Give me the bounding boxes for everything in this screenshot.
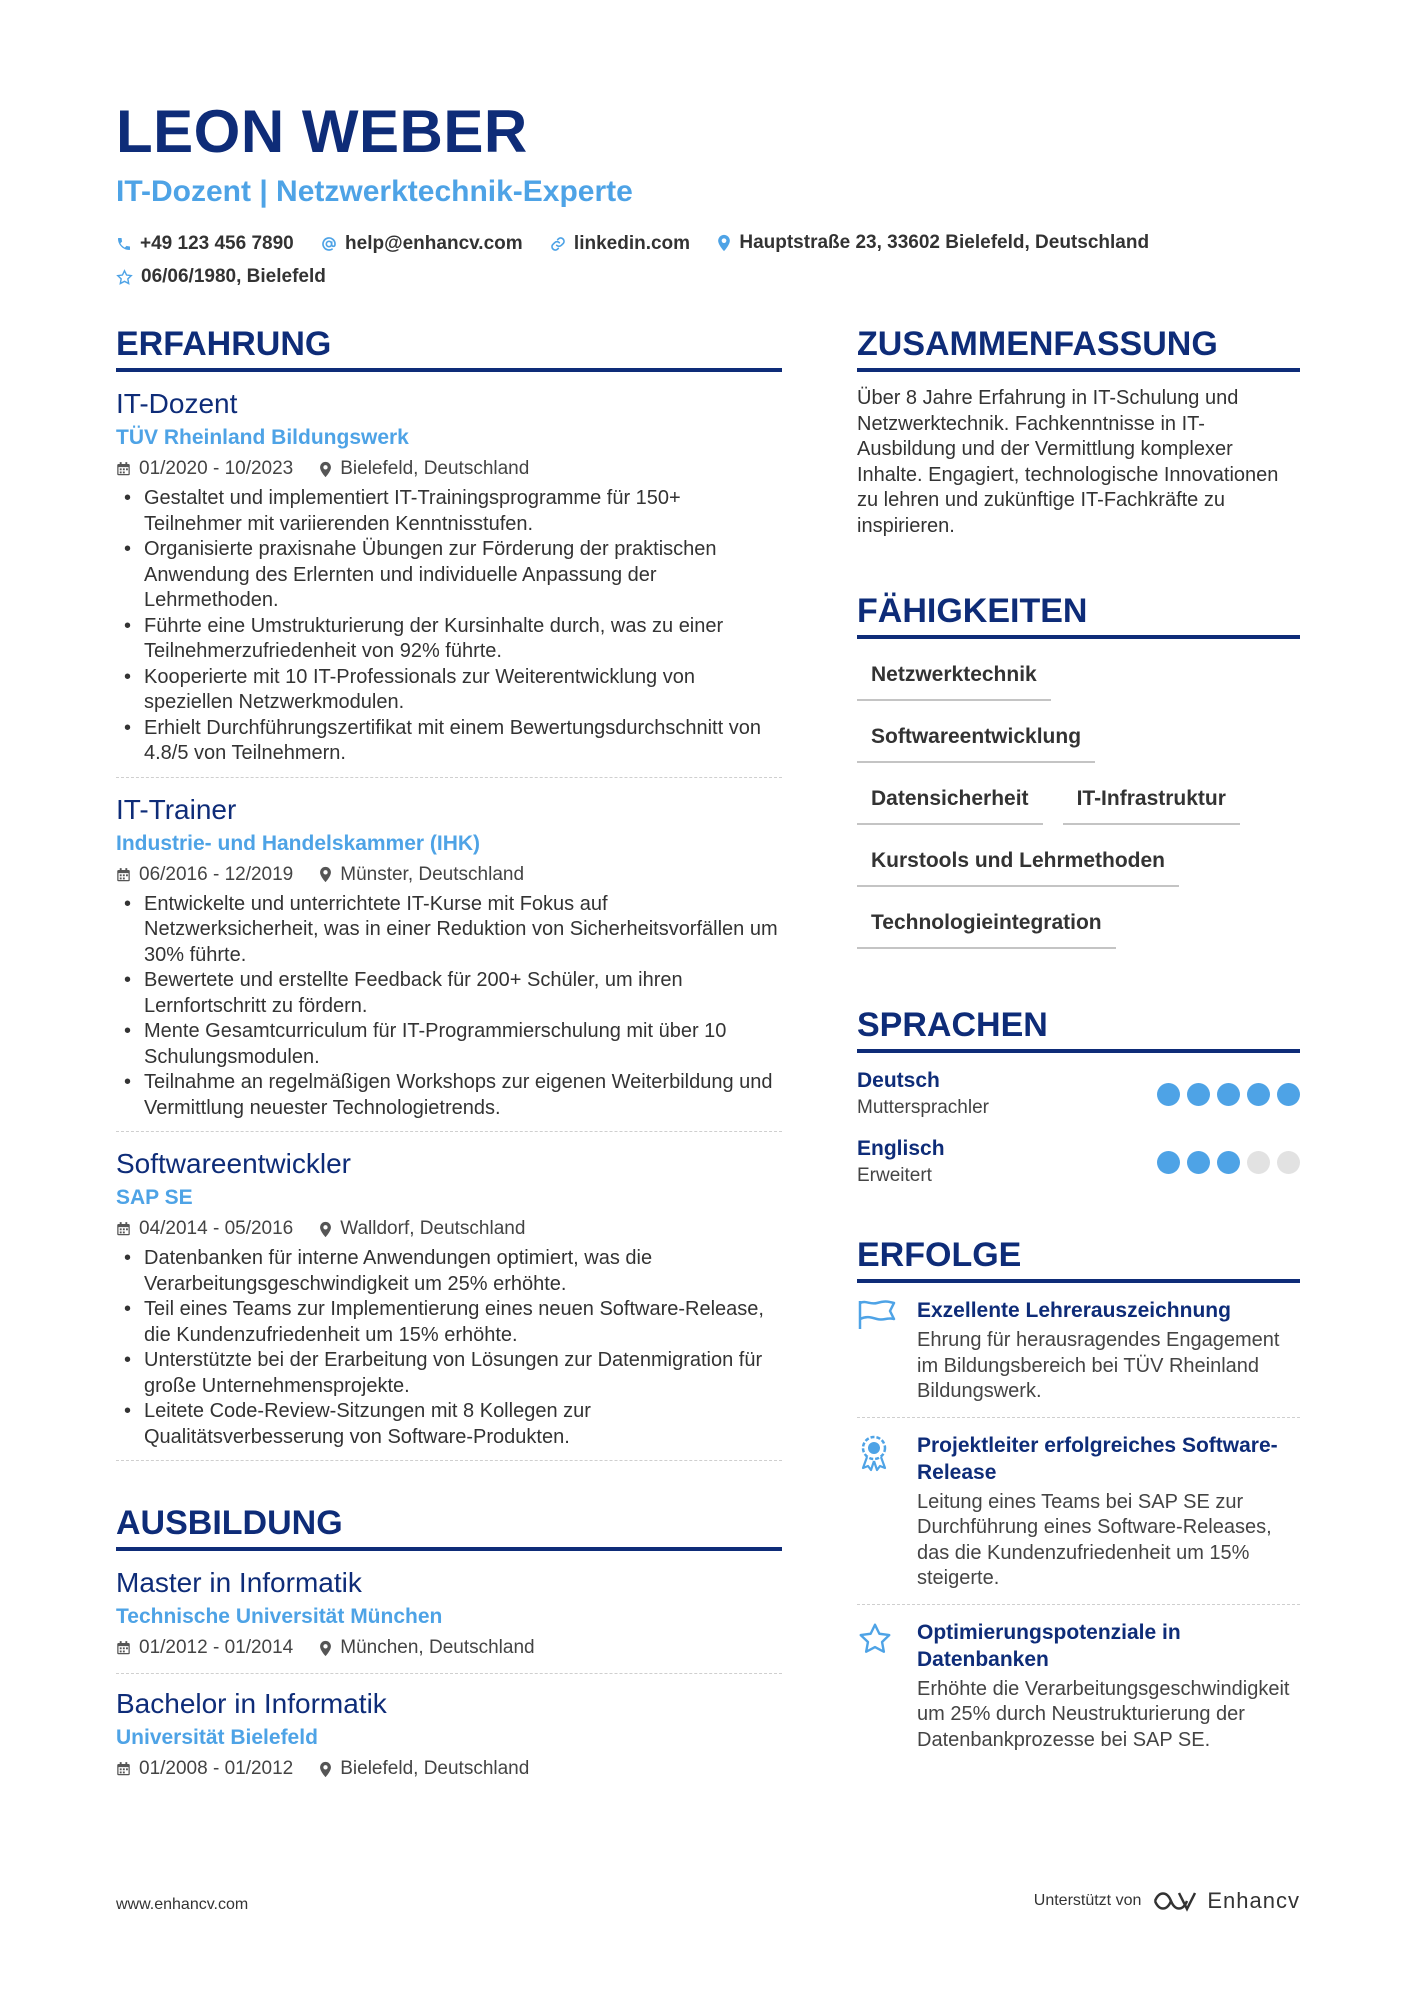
- job-dates: 06/2016 - 12/2019: [139, 863, 294, 885]
- language-name: Englisch: [857, 1137, 945, 1160]
- location-icon: [319, 1221, 332, 1238]
- calendar-icon: [116, 1221, 131, 1237]
- job-bullet: • Führte eine Umstrukturierung der Kursinhalte durch, was zu einer Teilnehmerzufriedenheit von 92% führte.: [116, 614, 782, 665]
- job-bullets: [116, 1246, 782, 1450]
- experience-section-title: ERFAHRUNG: [116, 322, 782, 372]
- rating-dot: [1157, 1151, 1180, 1174]
- job-bullet: • Gestaltet und implementiert IT-Trainingsprogramme für 150+ Teilnehmer mit variierenden Kenntnisstufen.: [116, 486, 782, 537]
- contact-bar: [116, 228, 1296, 296]
- job-bullet: • Entwickelte und unterrichtete IT-Kurse mit Fokus auf Netzwerksicherheit, was in einer Reduktion von Sicherheitsvorfällen um 30% führte.: [116, 892, 782, 969]
- language-item: [857, 1067, 1300, 1121]
- job-title: IT-Dozent: [116, 388, 238, 419]
- job-meta: [116, 860, 782, 890]
- footer-branding: [1034, 1888, 1300, 1914]
- job-title: IT-Trainer: [116, 793, 237, 825]
- calendar-icon: [116, 461, 131, 477]
- location-icon: [717, 234, 731, 252]
- education-degree: Master in Informatik: [116, 1567, 362, 1598]
- job-entry: [116, 386, 782, 778]
- languages-list: [857, 1067, 1300, 1189]
- contact-email-text: help@enhancv.com: [345, 233, 523, 254]
- job-bullet: • Kooperierte mit 10 IT-Professionals zur Weiterentwicklung von speziellen Netzwerkmodulen.: [116, 665, 782, 716]
- job-location: Bielefeld, Deutschland: [340, 458, 530, 479]
- contact-birth: [116, 262, 326, 292]
- rating-dot: [1277, 1083, 1300, 1106]
- rating-dot: [1217, 1083, 1240, 1106]
- location-icon: [319, 866, 332, 883]
- achievement-title: Exzellente Lehrerauszeichnung: [917, 1299, 1231, 1322]
- job-location: Münster, Deutschland: [340, 863, 525, 885]
- rating-dot: [1247, 1083, 1270, 1106]
- job-bullet: • Datenbanken für interne Anwendungen optimiert, was die Verarbeitungsgeschwindigkeit um 25% erhöhte.: [116, 1246, 782, 1297]
- job-company: SAP SE: [116, 1186, 193, 1209]
- skills-list: [857, 653, 1300, 963]
- rating-dot: [1277, 1151, 1300, 1174]
- contact-phone-text: +49 123 456 7890: [140, 233, 294, 254]
- footer-brand: Enhancv: [1207, 1888, 1300, 1913]
- flag-icon: [857, 1299, 897, 1331]
- contact-phone[interactable]: [116, 229, 294, 259]
- achievement-desc: Ehrung für herausragendes Engagement im Bildungsbereich bei TÜV Rheinland Bildungswerk.: [917, 1329, 1280, 1402]
- skill-tag: Netzwerktechnik: [857, 653, 1051, 701]
- languages-section-title: SPRACHEN: [857, 1003, 1300, 1053]
- star-icon: [116, 269, 133, 286]
- job-bullet: • Teilnahme an regelmäßigen Workshops zur eigenen Weiterbildung und Vermittlung neuester Technologietrends.: [116, 1070, 782, 1121]
- link-icon: [550, 236, 566, 252]
- education-location: Bielefeld, Deutschland: [340, 1758, 530, 1779]
- achievement-item: [857, 1619, 1300, 1766]
- education-meta: [116, 1754, 782, 1784]
- candidate-subtitle: IT-Dozent | Netzwerktechnik-Experte: [116, 175, 633, 208]
- rating-dot: [1187, 1151, 1210, 1174]
- award-icon: [857, 1434, 891, 1472]
- skill-tag: Technologieintegration: [857, 901, 1116, 949]
- contact-address: [717, 228, 1149, 258]
- location-icon: [319, 1640, 332, 1657]
- education-school: Universität Bielefeld: [116, 1726, 318, 1749]
- phone-icon: [116, 236, 132, 252]
- job-title: Softwareentwickler: [116, 1148, 351, 1179]
- job-entry: [116, 1146, 782, 1461]
- rating-dot: [1157, 1083, 1180, 1106]
- achievement-item: [857, 1432, 1300, 1605]
- footer-powered-by: Unterstützt von: [1033, 1892, 1142, 1909]
- job-location: Walldorf, Deutschland: [340, 1218, 526, 1239]
- job-meta: [116, 454, 782, 484]
- at-icon: [321, 236, 337, 252]
- language-name: Deutsch: [857, 1069, 940, 1092]
- skills-section-title: FÄHIGKEITEN: [857, 589, 1300, 639]
- achievements-section-title: ERFOLGE: [857, 1233, 1300, 1283]
- job-company: TÜV Rheinland Bildungswerk: [116, 426, 409, 449]
- education-dates: 01/2012 - 01/2014: [139, 1637, 294, 1658]
- achievement-desc: Leitung eines Teams bei SAP SE zur Durchführung eines Software-Releases, das die Kundenzufriedenheit um 15% steigerte.: [917, 1490, 1272, 1589]
- job-entry: [116, 792, 782, 1133]
- calendar-icon: [116, 1640, 131, 1656]
- calendar-icon: [116, 1761, 131, 1777]
- language-rating: [1150, 1151, 1300, 1174]
- rating-dot: [1247, 1151, 1270, 1174]
- language-rating: [1150, 1083, 1300, 1106]
- education-meta: [116, 1633, 782, 1663]
- education-dates: 01/2008 - 01/2012: [139, 1758, 294, 1779]
- job-bullet: • Erhielt Durchführungszertifikat mit einem Bewertungsdurchschnitt von 4.8/5 von Teilnehmern.: [116, 716, 782, 767]
- contact-birth-text: 06/06/1980, Bielefeld: [141, 266, 326, 287]
- location-icon: [319, 461, 332, 478]
- job-dates: 04/2014 - 05/2016: [139, 1218, 294, 1239]
- candidate-name: LEON WEBER: [116, 98, 528, 165]
- job-bullet: • Leitete Code-Review-Sitzungen mit 8 Kollegen zur Qualitätsverbesserung von Software-Produkten.: [116, 1399, 782, 1450]
- footer-website[interactable]: www.enhancv.com: [116, 1896, 249, 1913]
- summary-section-title: ZUSAMMENFASSUNG: [857, 322, 1300, 372]
- achievement-title: Optimierungspotenziale in Datenbanken: [917, 1620, 1181, 1671]
- rating-dot: [1187, 1083, 1210, 1106]
- job-bullet: • Mente Gesamtcurriculum für IT-Programmierschulung mit über 10 Schulungsmodulen.: [116, 1019, 782, 1070]
- job-bullet: • Teil eines Teams zur Implementierung eines neuen Software-Release, die Kundenzufriedenheit um 15% erhöhte.: [116, 1297, 782, 1348]
- skill-tag: Softwareentwicklung: [857, 715, 1095, 763]
- rating-dot: [1217, 1151, 1240, 1174]
- language-item: [857, 1135, 1300, 1189]
- education-degree: Bachelor in Informatik: [116, 1688, 387, 1719]
- job-bullets: [116, 892, 782, 1122]
- achievement-item: [857, 1297, 1300, 1418]
- skill-tag: Kurstools und Lehrmethoden: [857, 839, 1179, 887]
- achievement-desc: Erhöhte die Verarbeitungsgeschwindigkeit um 25% durch Neustrukturierung der Datenbankprozesse bei SAP SE.: [917, 1677, 1290, 1751]
- job-dates: 01/2020 - 10/2023: [139, 458, 294, 479]
- education-location: München, Deutschland: [340, 1637, 535, 1658]
- job-bullet: • Bewertete und erstellte Feedback für 200+ Schüler, um ihren Lernfortschritt zu fördern.: [116, 968, 782, 1019]
- contact-linkedin[interactable]: [550, 229, 690, 259]
- star-icon: [857, 1621, 893, 1657]
- job-company: Industrie- und Handelskammer (IHK): [116, 831, 481, 855]
- contact-linkedin-text: linkedin.com: [573, 233, 691, 254]
- education-section-title: AUSBILDUNG: [116, 1501, 782, 1551]
- job-bullet: • Unterstützte bei der Erarbeitung von Lösungen zur Datenmigration für große Unternehmensprojekte.: [116, 1348, 782, 1399]
- skill-tag: Datensicherheit: [857, 777, 1043, 825]
- education-entry: [116, 1686, 782, 1794]
- achievement-title: Projektleiter erfolgreiches Software-Release: [917, 1433, 1278, 1484]
- contact-email[interactable]: [321, 229, 523, 259]
- skill-tag: IT-Infrastruktur: [1063, 777, 1240, 825]
- left-column: [116, 322, 782, 1806]
- location-icon: [319, 1761, 332, 1778]
- job-bullet: • Organisierte praxisnahe Übungen zur Förderung der praktischen Anwendung des Erlernten und individuelle Anpassung der Lehrmethoden.: [116, 537, 782, 614]
- language-level: Muttersprachler: [857, 1097, 989, 1118]
- job-meta: [116, 1214, 782, 1244]
- contact-address-text: Hauptstraße 23, 33602 Bielefeld, Deutschland: [739, 232, 1150, 253]
- right-column: [857, 322, 1300, 1779]
- enhancv-logo-icon: [1151, 1889, 1199, 1913]
- job-bullets: [116, 486, 782, 767]
- education-school: Technische Universität München: [116, 1605, 443, 1628]
- language-level: Erweitert: [857, 1165, 932, 1186]
- education-entry: [116, 1565, 782, 1674]
- summary-text: Über 8 Jahre Erfahrung in IT-Schulung und Netzwerktechnik. Fachkenntnisse in IT-Ausbildung und der Vermittlung komplexer Inhalte. Engagiert, technologische Innovationen zu lehren und zukünftige IT-Fachkräfte zu inspirieren.: [857, 387, 1279, 537]
- calendar-icon: [116, 867, 131, 883]
